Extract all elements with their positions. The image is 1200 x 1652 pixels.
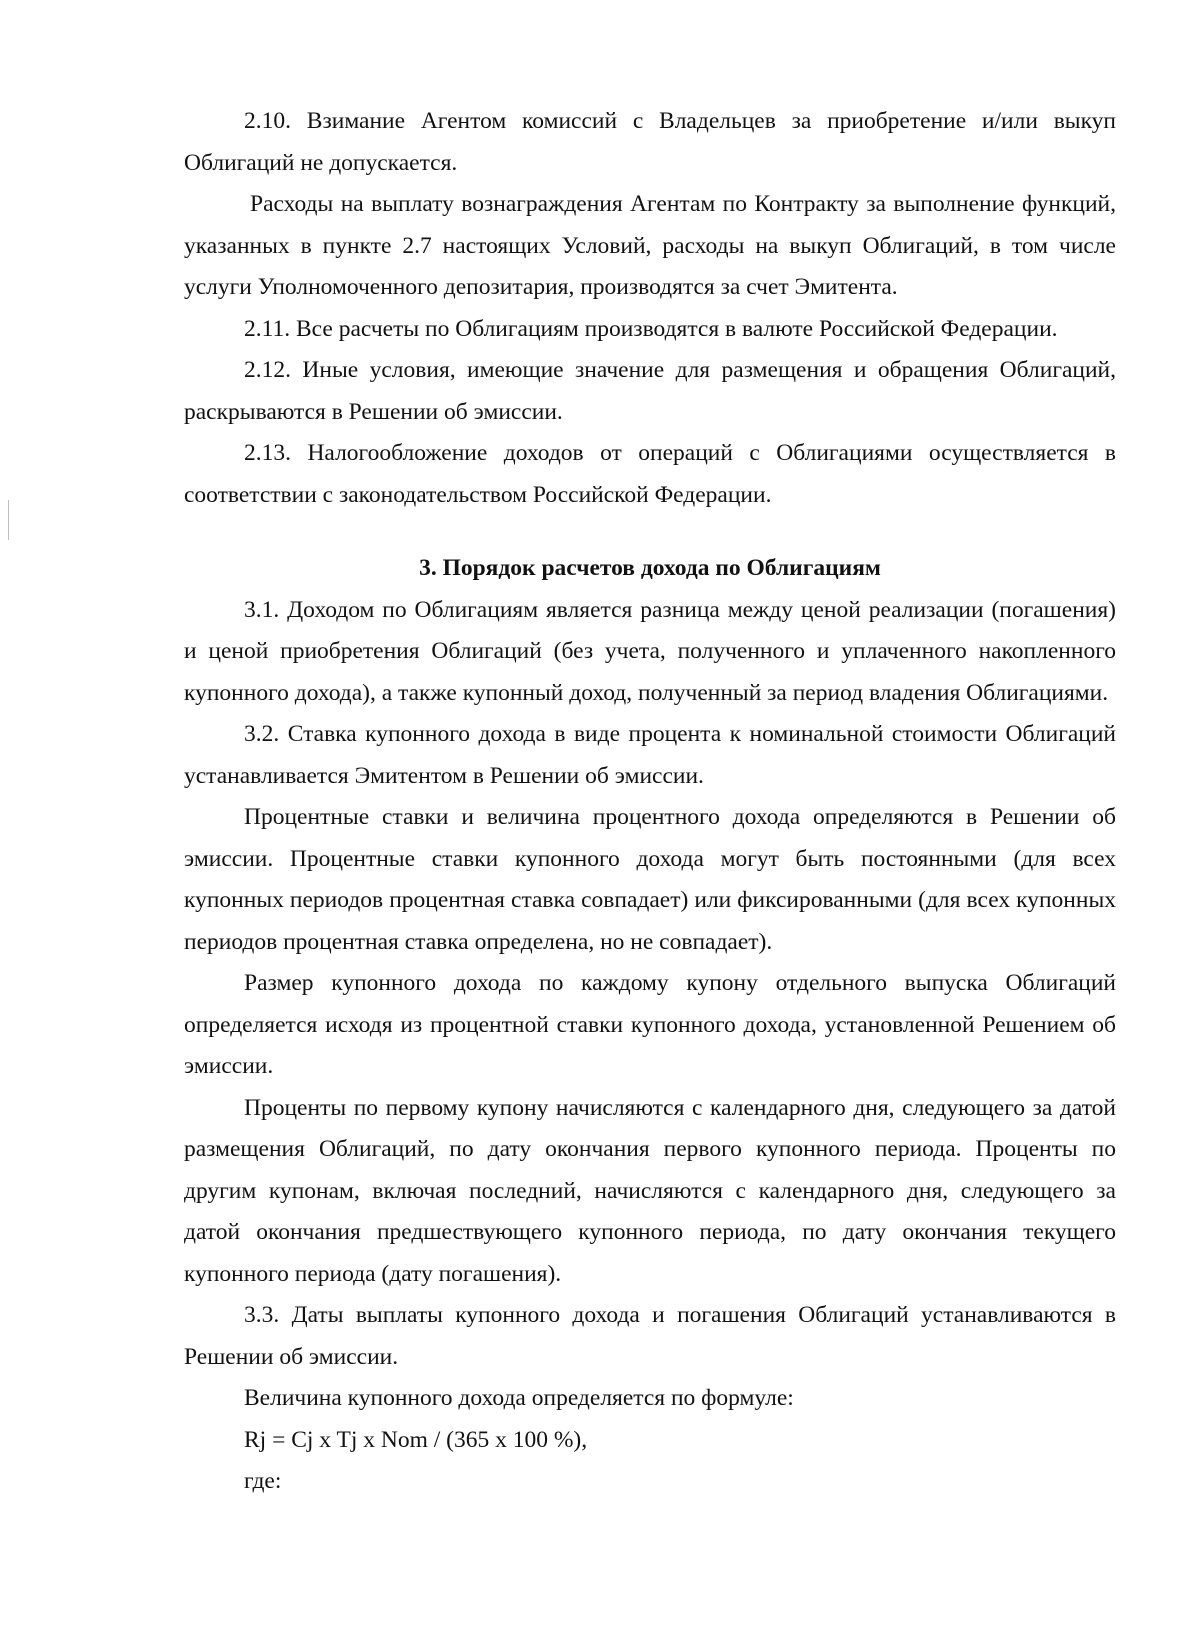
paragraph-agent-expenses: Расходы на выплату вознаграждения Агентам по Контракту за выполнение функций, указанных в пункте 2.7 настоящих Условий, расходы на выкуп Облигаций, в том числе услуги Уполномоченного депозитария, производятся за счет Эмитента. bbox=[184, 191, 1116, 300]
section-3-heading: 3. Порядок расчетов дохода по Облигациям bbox=[419, 555, 881, 581]
paragraph-interest-accrual: Проценты по первому купону начисляются с календарного дня, следующего за датой размещения Облигаций, по дату окончания первого купонного периода. Проценты по другим купонам, включая последний, начисляются с календарного дня, следующего за датой окончания предшествующего купонного периода, по дату окончания текущего купонного периода (дату погашения). bbox=[184, 1094, 1116, 1287]
paragraph-2-13: 2.13. Налогообложение доходов от операций с Облигациями осуществляется в соответствии с законодательством Российской Федерации. bbox=[184, 440, 1116, 508]
paragraph-2-10: 2.10. Взимание Агентом комиссий с Владельцев за приобретение и/или выкуп Облигаций не допускается. bbox=[184, 108, 1116, 176]
paragraph-2-11: 2.11. Все расчеты по Облигациям производятся в валюте Российской Федерации. bbox=[244, 315, 1058, 342]
paragraph-3-2: 3.2. Ставка купонного дохода в виде процента к номинальной стоимости Облигаций устанавливается Эмитентом в Решении об эмиссии. bbox=[184, 721, 1116, 789]
paragraph-3-1: 3.1. Доходом по Облигациям является разница между ценой реализации (погашения) и ценой приобретения Облигаций (без учета, полученного и уплаченного накопленного купонного дохода), а также купонный доход, полученный за период владения Облигациями. bbox=[184, 596, 1116, 706]
coupon-formula: Rj = Cj x Tj x Nom / (365 x 100 %), bbox=[244, 1426, 588, 1453]
paragraph-coupon-size: Размер купонного дохода по каждому купону отдельного выпуска Облигаций определяется исходя из процентной ставки купонного дохода, установленной Решением об эмиссии. bbox=[184, 970, 1116, 1079]
paragraph-interest-rates: Процентные ставки и величина процентного дохода определяются в Решении об эмиссии. Процентные ставки купонного дохода могут быть постоянными (для всех купонных периодов процентная ставка совпадает) или фиксированными (для всех купонных периодов процентная ставка определена, но не совпадает). bbox=[184, 804, 1116, 955]
formula-where-label: где: bbox=[244, 1468, 282, 1494]
paragraph-3-3: 3.3. Даты выплаты купонного дохода и погашения Облигаций устанавливаются в Решении об эмиссии. bbox=[184, 1302, 1116, 1370]
paragraph-formula-intro: Величина купонного дохода определяется по формуле: bbox=[244, 1385, 794, 1411]
paragraph-2-12: 2.12. Иные условия, имеющие значение для размещения и обращения Облигаций, раскрываются в Решении об эмиссии. bbox=[184, 357, 1116, 425]
document-body bbox=[184, 101, 1116, 1503]
scan-artifact bbox=[8, 500, 9, 540]
section-spacer bbox=[184, 516, 1116, 548]
